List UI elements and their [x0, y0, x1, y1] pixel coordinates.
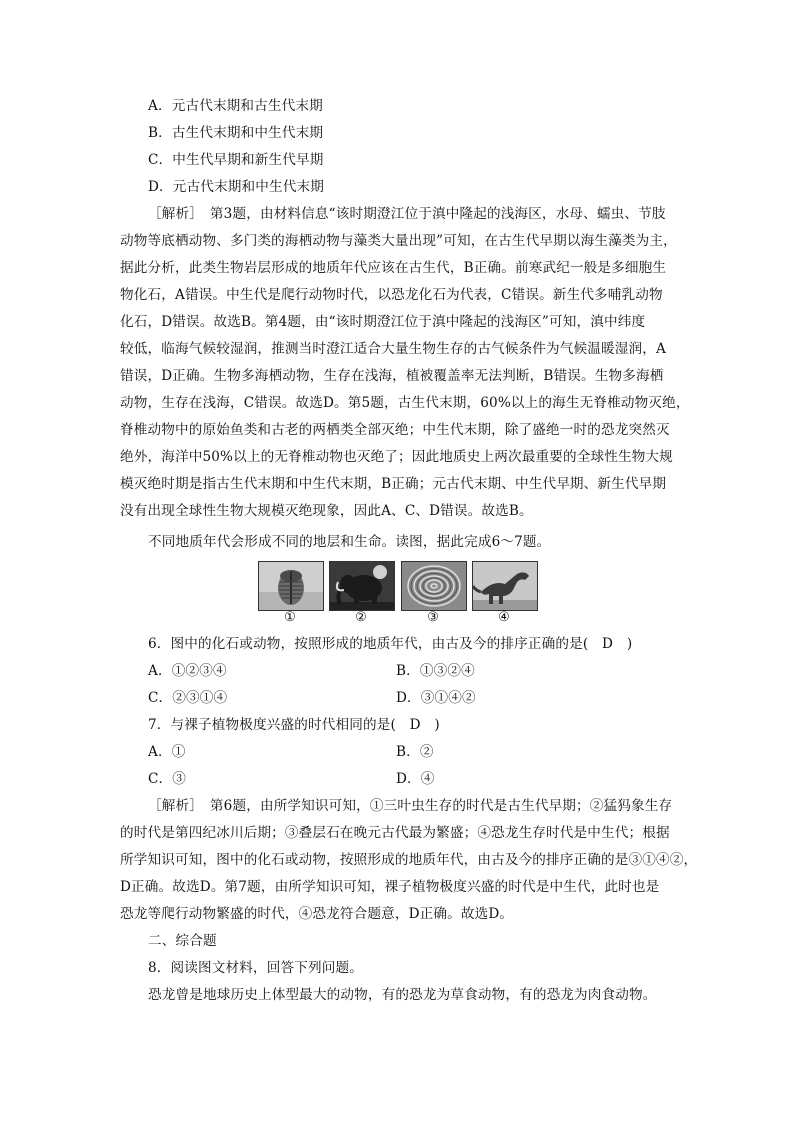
figure-label: ② [355, 610, 367, 625]
q6-option-d: D．③①④② [396, 690, 476, 706]
analysis-1-line: 动物等底栖动物、多门类的海栖动物与藻类大量出现”可知，在古生代早期以海生藻类为主， [120, 233, 677, 249]
analysis-2-line: D正确。故选D。第7题，由所学知识可知，裸子植物极度兴盛的时代是中生代，此时也是 [120, 879, 660, 895]
q7-option-b: B．② [396, 744, 434, 760]
analysis-2-line: 恐龙等爬行动物繁盛的时代，④恐龙符合题意，D正确。故选D。 [120, 906, 514, 922]
option-a: A．元古代末期和古生代末期 [148, 98, 323, 114]
option-c: C．中生代早期和新生代早期 [148, 152, 324, 168]
q7-option-c: C．③ [148, 771, 187, 787]
trilobite-fossil-icon [258, 561, 324, 611]
section-title: 二、综合题 [148, 933, 217, 949]
analysis-2-line: 所学知识可知，图中的化石或动物，按照形成的地质年代，由古及今的排序正确的是③①④②， [120, 852, 698, 868]
q6-option-b: B．①③②④ [396, 663, 475, 679]
dinosaur-icon [472, 561, 538, 611]
question-8-material: 恐龙曾是地球历史上体型最大的动物，有的恐龙为草食动物，有的恐龙为肉食动物。 [148, 987, 657, 1003]
option-d: D．元古代末期和中生代末期 [148, 179, 324, 195]
analysis-1-line: 据此分析，此类生物岩层形成的地质年代应该在古生代，B正确。前寒武纪一般是多细胞生 [120, 260, 667, 276]
analysis-1-line: 动物，生存在浅海，C错误。故选D。第5题，古生代末期，60%以上的海生无脊椎动物灭绝， [120, 395, 690, 411]
analysis-1-line: 脊椎动物中的原始鱼类和古老的两栖类全部灭绝；中生代末期，除了盛绝一时的恐龙突然灭 [120, 422, 670, 438]
figure-label: ③ [427, 610, 439, 625]
stromatolite-icon [401, 561, 467, 611]
q6-option-a: A．①②③④ [148, 663, 227, 679]
question-7-stem: 7．与裸子植物极度兴盛的时代相同的是( D ) [148, 717, 440, 733]
option-b: B．古生代末期和中生代末期 [148, 125, 324, 141]
analysis-1-line: 物化石，A错误。中生代是爬行动物时代，以恐龙化石为代表，C错误。新生代多哺乳动物 [120, 287, 663, 303]
q7-option-a: A．① [148, 744, 186, 760]
analysis-1-line: 错误，D正确。生物多海栖动物，生存在浅海，植被覆盖率无法判断，B错误。生物多海栖 [120, 368, 664, 384]
q6-option-c: C．②③①④ [148, 690, 228, 706]
intro-6-7: 不同地质年代会形成不同的地层和生命。读图，据此完成6～7题。 [148, 534, 551, 550]
analysis-2-line: ［解析］ 第6题，由所学知识可知，①三叶虫生存的时代是古生代早期；②猛犸象生存 [148, 798, 673, 814]
analysis-1-line: ［解析］ 第3题，由材料信息“该时期澄江位于滇中隆起的浅海区，水母、蠕虫、节肢 [148, 206, 666, 222]
figure-label: ① [284, 610, 296, 625]
question-6-stem: 6．图中的化石或动物，按照形成的地质年代，由古及今的排序正确的是( D ) [148, 636, 633, 652]
q7-option-d: D．④ [396, 771, 435, 787]
analysis-1-line: 没有出现全球性生物大规模灭绝现象，因此A、C、D错误。故选B。 [120, 503, 533, 519]
question-8-stem: 8．阅读图文材料，回答下列问题。 [148, 960, 363, 976]
analysis-1-line: 模灭绝时期是指古生代末期和中生代末期，B正确；元古代末期、中生代早期、新生代早期 [120, 476, 667, 492]
figure-row [258, 561, 536, 611]
analysis-1-line: 绝外，海洋中50%以上的无脊椎动物也灭绝了；因此地质史上两次最重要的全球性生物大规 [120, 449, 673, 465]
analysis-1-line: 较低，临海气候较湿润，推测当时澄江适合大量生物生存的古气候条件为气候温暖湿润，A [120, 341, 666, 357]
analysis-2-line: 的时代是第四纪冰川后期；③叠层石在晚元古代最为繁盛；④恐龙生存时代是中生代；根据 [120, 825, 670, 841]
mammoth-icon [329, 561, 395, 611]
analysis-1-line: 化石，D错误。故选B。第4题，由“该时期澄江位于滇中隆起的浅海区”可知，滇中纬度 [120, 314, 646, 330]
figure-label: ④ [498, 610, 510, 625]
